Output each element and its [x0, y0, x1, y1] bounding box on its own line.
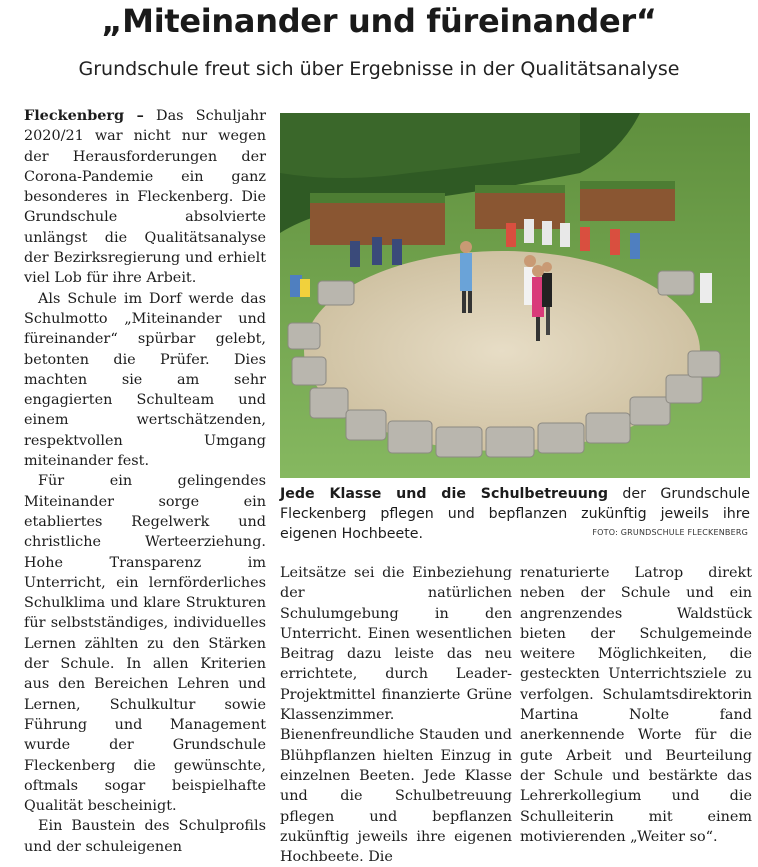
caption-lead: Jede Klasse und die Schulbetreuung: [280, 486, 609, 502]
photo: [280, 113, 750, 478]
paragraph-1-text: Das Schuljahr 2020/21 war nicht nur wegen der Herausforderungen der Corona-Pandemie ein ganz besonderes in Fleckenberg. Die Grundschule absolvierte unlängst die Qualitätsanalyse der Bezirksregierung und erhielt viel Lob für ihre Arbeit.: [24, 108, 266, 287]
schoolyard-circle-photo-icon: [280, 113, 750, 478]
paragraph-4: Ein Baustein des Schulprofils und der schuleigenen: [24, 818, 266, 855]
subheadline: Grundschule freut sich über Ergebnisse in der Qualitätsanalyse: [78, 58, 680, 80]
paragraph-2: Als Schule im Dorf werde das Schulmotto „Miteinander und füreinander“ spürbar gelebt, betonten die Prüfer. Dies machten sie am sehr engagierten Schulteam und einem wertschätzenden, respektvollen Umgang miteinander fest.: [24, 290, 266, 470]
caption-text: der Grundschule Fleckenberg pflegen und bepflanzen zukünftig jeweils ihre eigenen Hochbeete.: [280, 486, 750, 542]
paragraph-5: Leitsätze sei die Einbeziehung der natürlichen Schulumgebung in den Unterricht. Einen wesentlichen Beitrag dazu leiste das neu errichtete, durch Leader-Projektmittel finanzierte Grüne Klassenzimmer. Bienenfreundliche Stauden und Blühpflanzen hielten Einzug in einzelnen Beeten. Jede Klasse und die Schulbetreuung pflegen und bepflanzen zukünftig jeweils ihre eigenen Hochbeete. Die: [280, 565, 512, 866]
photo-credit: FOTO: GRUNDSCHULE FLECKENBERG: [592, 528, 748, 537]
article-column-3: [520, 563, 752, 847]
paragraph-1: [24, 106, 266, 289]
paragraph-6: renaturierte Latrop direkt neben der Schule und ein angrenzendes Waldstück bieten der Schulgemeinde weitere Möglichkeiten, die gesteckten Unterrichtsziele zu verfolgen. Schulamtsdirektorin Martina Nolte fand anerkennende Worte für die gute Arbeit und Beurteilung der Schule und bestärkte das Lehrerkollegium und die Schulleiterin mit einem motivierenden „Weiter so“.: [520, 565, 752, 845]
article-column-1: [24, 106, 266, 857]
headline: „Miteinander und füreinander“: [101, 2, 657, 40]
dateline: Fleckenberg –: [24, 107, 144, 124]
paragraph-3: Für ein gelingendes Miteinander sorge ein etabliertes Regelwerk und christliche Werteerziehung. Hohe Transparenz im Unterricht, ein lernförderliches Schulklima und klare Strukturen für selbstständiges, individuelles Lernen zählten zu den Stärken der Schule. In allen Kriterien aus den Bereichen Lehren und Lernen, Schulkultur sowie Führung und Management wurde der Grundschule Fleckenberg die gewünschte, oftmals sogar beispielhafte Qualität bescheinigt.: [24, 473, 266, 815]
article-column-2: [280, 563, 512, 867]
